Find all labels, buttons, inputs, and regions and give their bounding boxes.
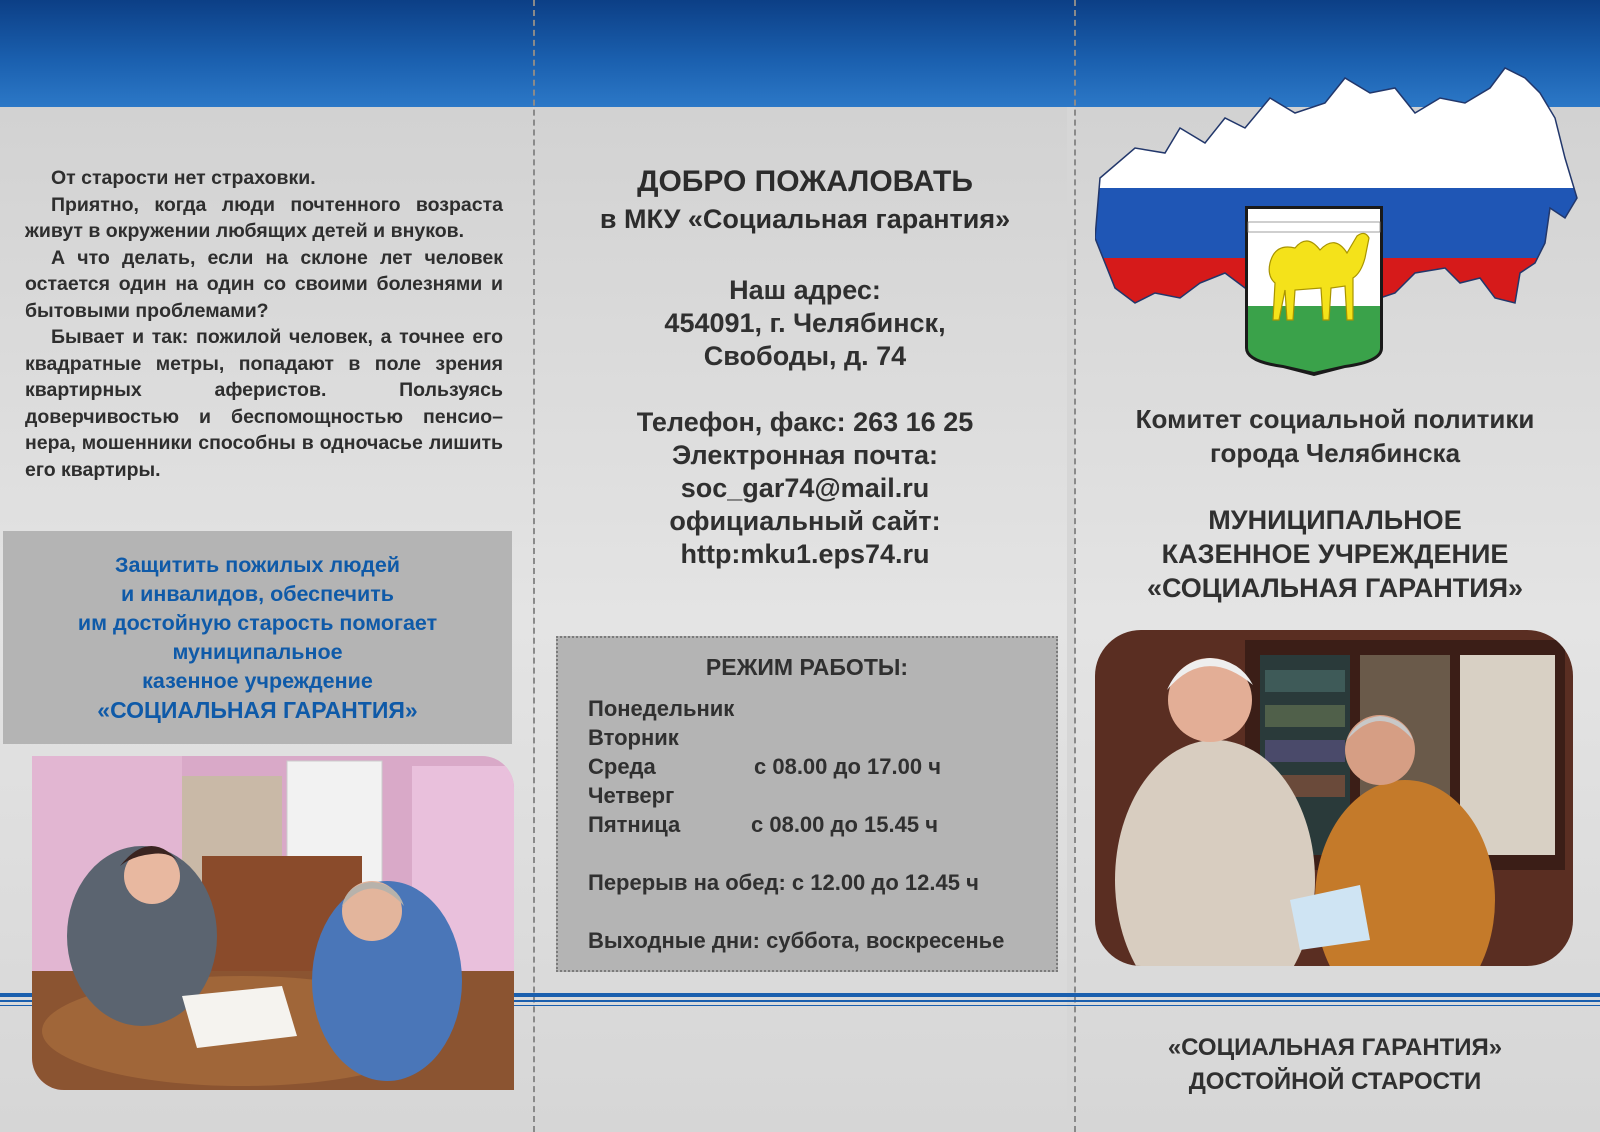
slogan-line: ДОСТОЙНОЙ СТАРОСТИ — [1188, 1068, 1482, 1095]
site-label: официальный сайт: — [669, 506, 941, 536]
institution-line: МУНИЦИПАЛЬНОЕ — [1208, 505, 1462, 535]
photo-two-men-image — [1095, 630, 1573, 966]
chelyabinsk-coat-of-arms-icon — [1245, 206, 1383, 376]
callout-line: им достойную старость помогает — [77, 610, 438, 635]
phone-text: Телефон, факс: 263 16 25 — [636, 407, 974, 437]
callout-line: муниципальное — [172, 639, 343, 664]
address-line: Свободы, д. 74 — [703, 341, 907, 371]
address-label: Наш адрес: — [729, 275, 881, 305]
committee-line: Комитет социальной политики — [1135, 404, 1535, 434]
map-svg — [1095, 58, 1585, 388]
intro-text — [25, 165, 503, 483]
welcome-title: ДОБРО ПОЖАЛОВАТЬ — [637, 165, 973, 198]
schedule-day: Среда — [588, 754, 656, 779]
photo-two-men — [1095, 630, 1573, 966]
intro-paragraph: Бывает и так: пожилой человек, а точнее его квадратные метры, попадают в поле зрения квартирных аферистов. Пользуясь доверчивостью и беспомощностью пенсио–нера, мошенники способны в одночасье лишить его квартиры. — [25, 326, 503, 481]
schedule-day: Пятница — [588, 812, 681, 837]
institution-title — [1075, 503, 1595, 605]
institution-line: «СОЦИАЛЬНАЯ ГАРАНТИЯ» — [1146, 573, 1524, 603]
intro-paragraph: Приятно, когда люди почтенного возраста живут в окружении любящих детей и внуков. — [25, 193, 503, 242]
institution-line: КАЗЕННОЕ УЧРЕЖДЕНИЕ — [1161, 539, 1509, 569]
committee-line: города Челябинска — [1209, 438, 1461, 468]
callout-line: «СОЦИАЛЬНАЯ ГАРАНТИЯ» — [97, 696, 418, 723]
schedule-hours: с 08.00 до 15.45 ч — [751, 812, 938, 837]
callout-line: Защитить пожилых людей — [114, 552, 401, 577]
schedule-hours: с 08.00 до 17.00 ч — [754, 754, 941, 779]
schedule-day: Четверг — [588, 783, 675, 808]
schedule-weekend: Выходные дни: суббота, воскресенье — [588, 928, 1005, 953]
photo-two-women-image — [32, 756, 514, 1090]
schedule-box — [556, 636, 1058, 972]
schedule-day: Понедельник — [588, 696, 735, 721]
intro-paragraph: А что делать, если на склоне лет человек остается один на один со своими болезнями и бытовыми проблемами? — [25, 246, 503, 322]
committee-title — [1075, 402, 1595, 470]
callout-line: и инвалидов, обеспечить — [120, 581, 394, 606]
fold-line-1 — [533, 0, 535, 1132]
slogan — [1075, 1031, 1595, 1099]
address-line: 454091, г. Челябинск, — [664, 308, 946, 338]
photo-two-women — [32, 756, 514, 1090]
slogan-line: «СОЦИАЛЬНАЯ ГАРАНТИЯ» — [1167, 1034, 1503, 1061]
middle-panel — [534, 107, 1067, 1132]
email-label: Электронная почта: — [672, 440, 938, 470]
schedule-day: Вторник — [588, 725, 679, 750]
callout-line: казенное учреждение — [142, 668, 373, 693]
russia-map-flag-icon — [1095, 58, 1585, 388]
schedule-lunch: Перерыв на обед: с 12.00 до 12.45 ч — [588, 870, 979, 895]
site-link[interactable]: http:mku1.eps74.ru — [680, 539, 930, 569]
schedule-title: РЕЖИМ РАБОТЫ: — [705, 654, 909, 680]
welcome-subtitle: в МКУ «Социальная гарантия» — [599, 204, 1011, 234]
callout-box — [3, 531, 512, 744]
email-link[interactable]: soc_gar74@mail.ru — [680, 473, 930, 503]
intro-paragraph: От старости нет страховки. — [51, 167, 316, 189]
